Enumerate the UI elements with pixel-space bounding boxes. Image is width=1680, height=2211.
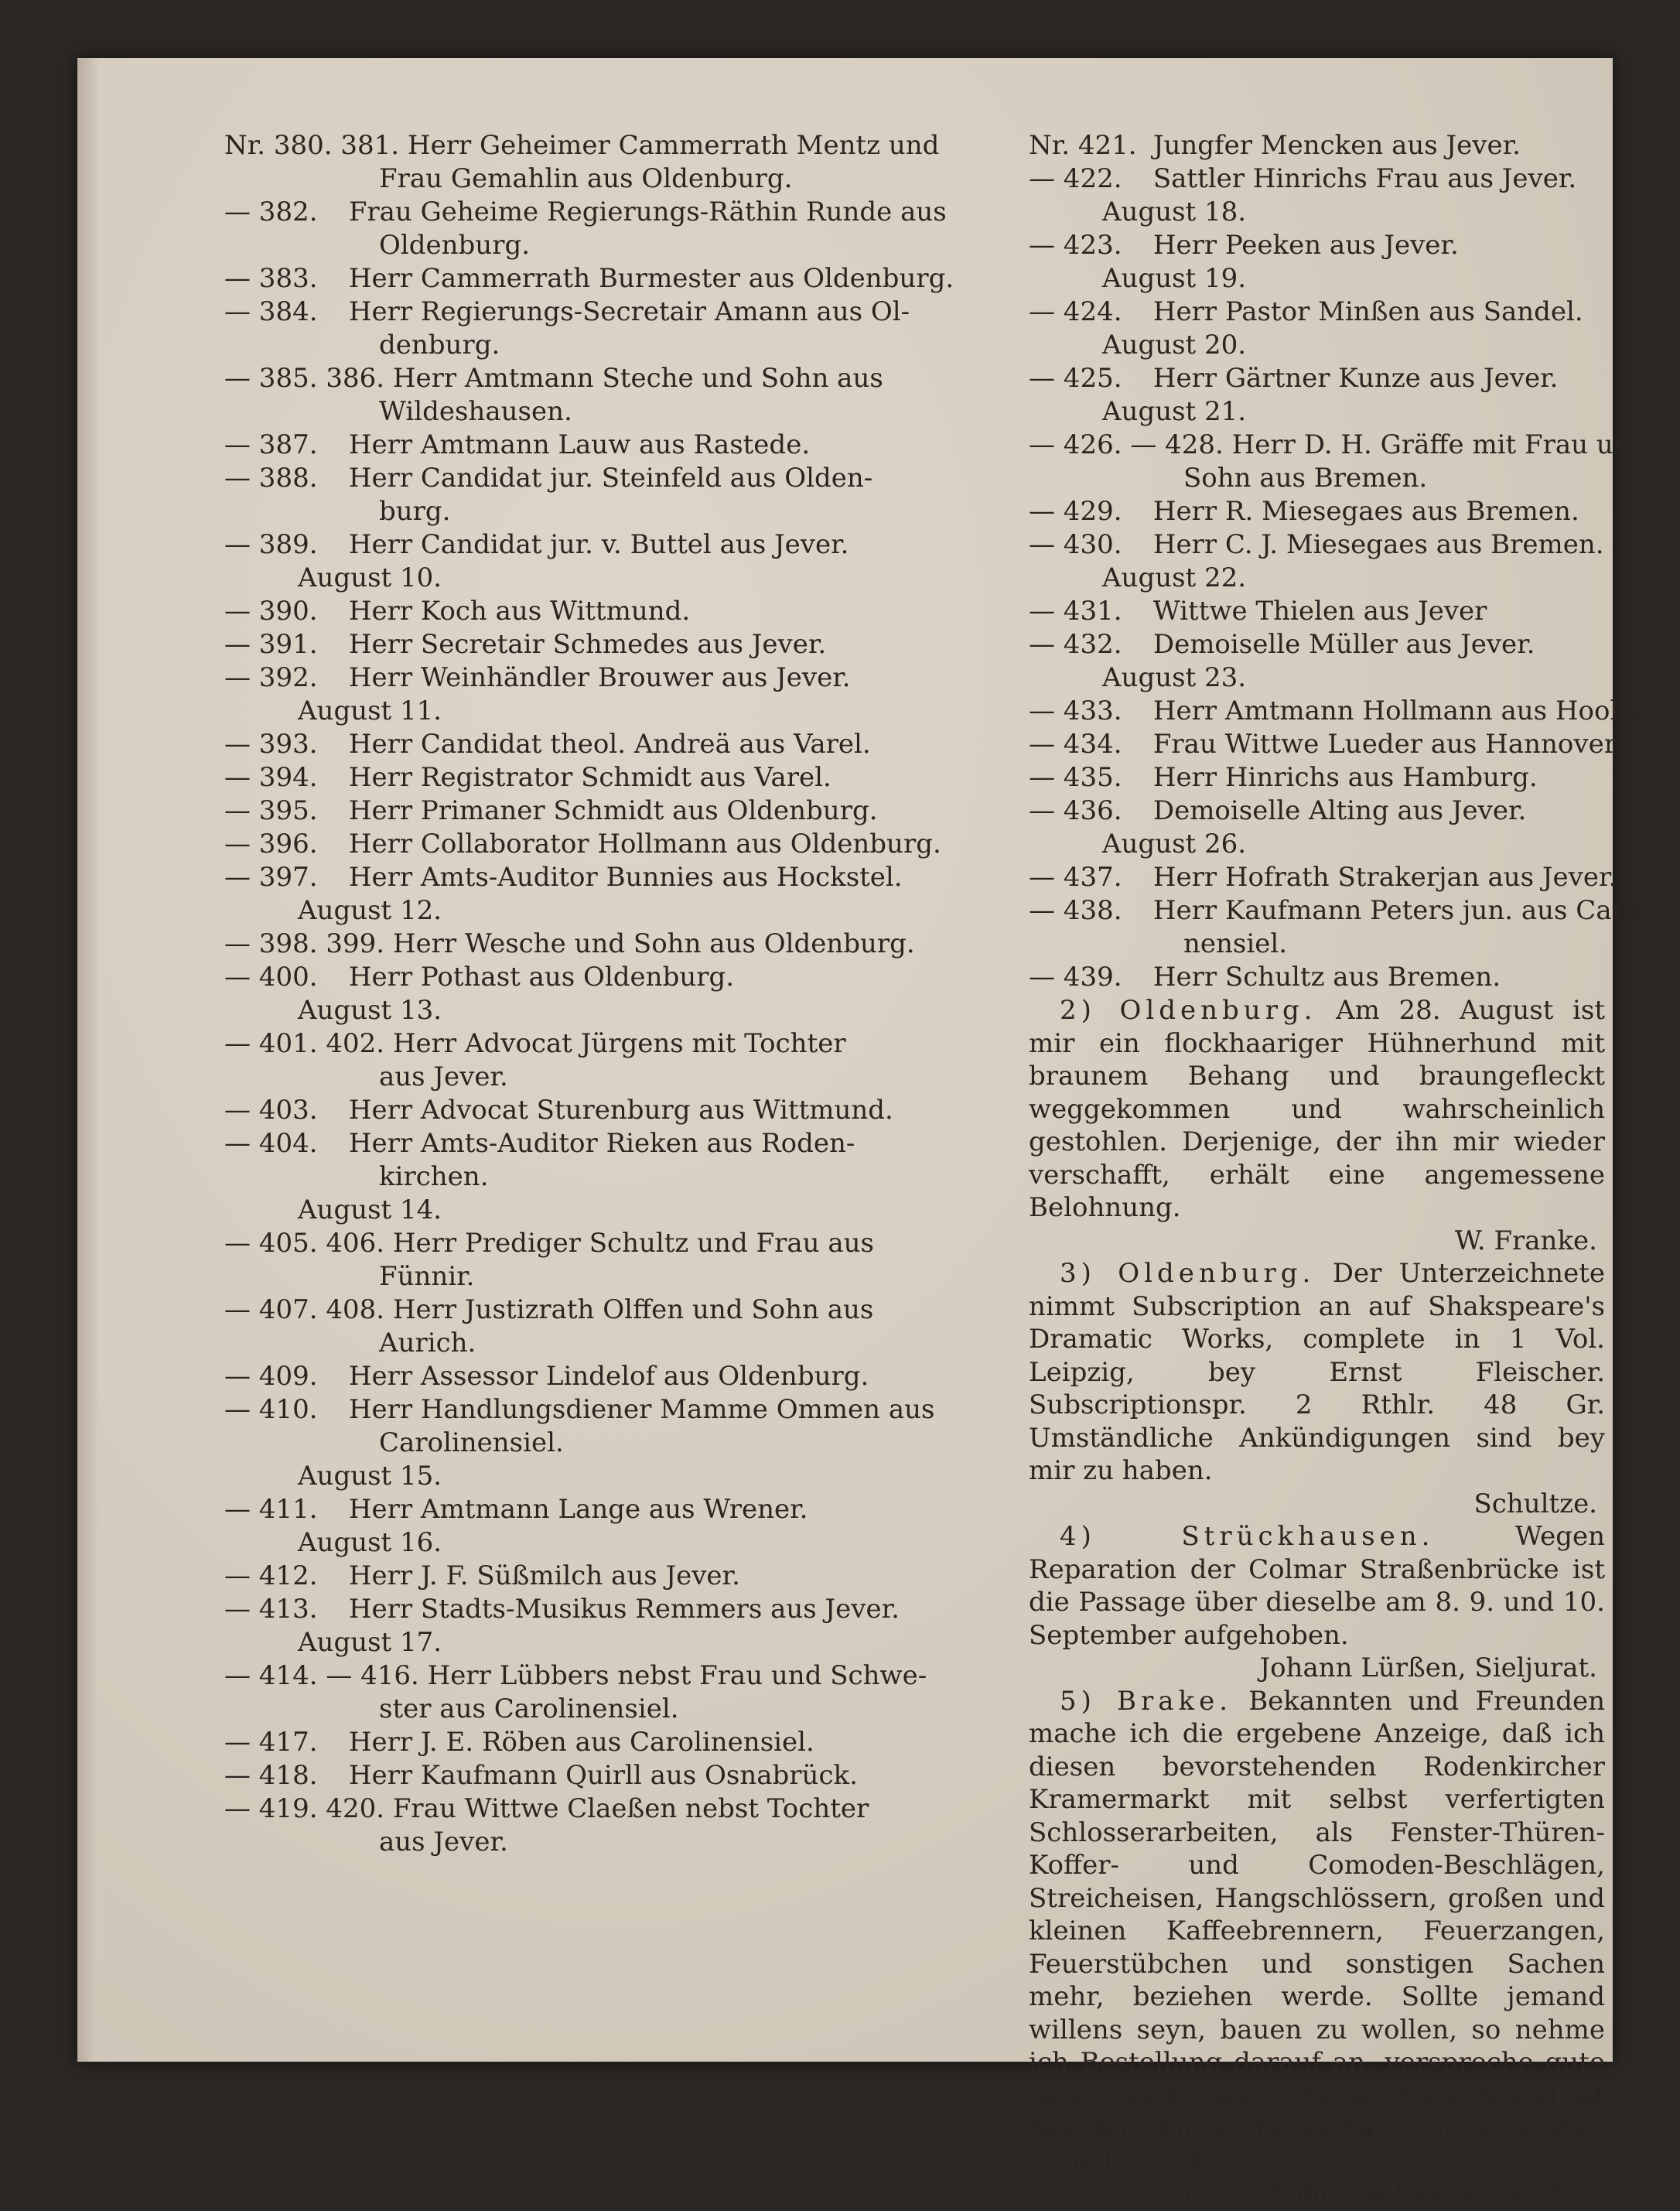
entry-text: Herr D. H. Gräffe mit Frau und: [1231, 429, 1648, 460]
date-heading: August 15.: [298, 1461, 442, 1492]
entry-number: — 392.: [224, 662, 318, 693]
entry-number: — 431.: [1029, 596, 1122, 627]
entry-continuation: Sohn aus Bremen.: [1183, 463, 1428, 494]
entry-number: — 418.: [224, 1760, 318, 1791]
entry-number: — 398. 399.: [224, 928, 385, 959]
entry-continuation: Carolinensiel.: [379, 1427, 564, 1458]
entry-continuation: kirchen.: [379, 1161, 489, 1192]
notice-paragraph: [1029, 994, 1605, 1225]
date-heading: August 13.: [298, 995, 442, 1026]
list-entry: [224, 1659, 1017, 1693]
newspaper-page: [77, 58, 1680, 2209]
entry-number: — 401. 402.: [224, 1028, 385, 1059]
list-entry: [1029, 695, 1680, 728]
date-heading: August 20.: [1102, 330, 1247, 361]
entry-continuation: Frau Gemahlin aus Oldenburg.: [379, 163, 793, 194]
entry-text: Frau Geheime Regierungs-Räthin Runde aus: [348, 196, 947, 227]
entry-number: — 403.: [224, 1095, 318, 1126]
notice-signature: Lorenz Böhm, Schlossermeister.: [1167, 2179, 1597, 2209]
arrival-list-right: [1029, 129, 1680, 994]
entry-number: — 390.: [224, 596, 318, 627]
entry-number: — 434.: [1029, 729, 1122, 760]
list-entry: [224, 595, 1017, 628]
entry-text: Herr Pothast aus Oldenburg.: [348, 962, 735, 993]
list-entry: [224, 761, 1017, 795]
list-entry: [224, 462, 1017, 495]
entry-text: Herr Amts-Auditor Rieken aus Roden-: [348, 1128, 855, 1159]
list-entry: [224, 1393, 1017, 1427]
left-column: [224, 129, 1017, 1859]
entry-number: — 395.: [224, 795, 318, 826]
entry-text: Herr J. E. Röben aus Carolinensiel.: [348, 1727, 814, 1758]
date-heading: August 12.: [298, 895, 442, 926]
entry-number: — 422.: [1029, 163, 1122, 194]
entry-text: Herr Advocat Jürgens mit Tochter: [392, 1028, 846, 1059]
entry-number: — 397.: [224, 862, 318, 893]
date-heading: August 11.: [298, 695, 442, 726]
entry-text: Herr Regierungs-Secretair Amann aus Ol-: [348, 296, 910, 327]
entry-number: — 414. — 416.: [224, 1660, 419, 1691]
entry-number: — 412.: [224, 1560, 318, 1591]
entry-continuation: aus Jever.: [379, 1827, 508, 1857]
entry-text: Herr Hinrichs aus Hamburg.: [1152, 762, 1538, 793]
date-heading: August 26.: [1102, 829, 1247, 859]
entry-text: Herr Lübbers nebst Frau und Schwe-: [427, 1660, 927, 1691]
date-heading: August 19.: [1102, 263, 1247, 294]
entry-text: Herr Geheimer Cammerrath Mentz und: [407, 130, 940, 161]
entry-text: Herr Koch aus Wittmund.: [348, 596, 691, 627]
entry-text: Herr R. Miesegaes aus Bremen.: [1152, 496, 1579, 527]
entry-text: Herr Wesche und Sohn aus Oldenburg.: [392, 928, 915, 959]
entry-number: — 396.: [224, 829, 318, 859]
list-entry: [1029, 362, 1605, 395]
entry-continuation: ster aus Carolinensiel.: [379, 1693, 679, 1724]
entry-text: Herr Collaborator Hollmann aus Oldenburg.: [348, 829, 941, 859]
entry-number: — 407. 408.: [224, 1294, 385, 1325]
entry-text: Herr Pastor Minßen aus Sandel.: [1152, 296, 1583, 327]
entry-number: — 411.: [224, 1494, 318, 1525]
notice-place: 5) Brake.: [1060, 1685, 1233, 1717]
entry-number: — 438.: [1029, 895, 1122, 926]
entry-text: Herr Amtmann Lauw aus Rastede.: [348, 429, 811, 460]
entry-text: Herr Secretair Schmedes aus Jever.: [348, 629, 827, 660]
entry-text: Herr Hofrath Strakerjan aus Jever.: [1152, 862, 1617, 893]
entry-text: Herr Assessor Lindelof aus Oldenburg.: [348, 1361, 869, 1392]
entry-continuation: Aurich.: [379, 1328, 476, 1358]
entry-text: Wittwe Thielen aus Jever: [1152, 596, 1487, 627]
list-entry: [1029, 595, 1605, 628]
entry-text: Herr Candidat jur. Steinfeld aus Olden-: [348, 463, 873, 494]
notice-body: Wegen Reparation der Colmar Straßenbrücke ist die Passage über dieselbe am 8. 9. und 10. September aufgehoben.: [1029, 1521, 1605, 1651]
entry-continuation: nensiel.: [1183, 928, 1288, 959]
entry-number: — 394.: [224, 762, 318, 793]
list-entry: [224, 429, 1017, 462]
notice-signature: W. Franke.: [1454, 1225, 1597, 1256]
list-entry: [1029, 795, 1605, 828]
date-heading: August 23.: [1102, 662, 1247, 693]
date-heading: August 22.: [1102, 562, 1247, 593]
entry-number: — 389.: [224, 529, 318, 560]
entry-text: Herr Registrator Schmidt aus Varel.: [348, 762, 831, 793]
entry-number: — 383.: [224, 263, 318, 294]
date-heading: August 10.: [298, 562, 442, 593]
entry-text: Herr J. F. Süßmilch aus Jever.: [348, 1560, 740, 1591]
entry-text: Herr C. J. Miesegaes aus Bremen.: [1152, 529, 1604, 560]
list-entry: [224, 928, 1017, 961]
entry-text: Herr Peeken aus Jever.: [1152, 230, 1459, 261]
entry-text: Demoiselle Müller aus Jever.: [1152, 629, 1535, 660]
entry-number: — 388.: [224, 463, 318, 494]
list-entry: [224, 296, 1017, 329]
entry-text: Herr Amtmann Hollmann aus Hooksiel.: [1152, 695, 1680, 726]
notice-place: 4) Strückhausen.: [1060, 1521, 1435, 1552]
entry-number: Nr. 421.: [1029, 130, 1137, 161]
entry-text: Frau Wittwe Claeßen nebst Tochter: [392, 1793, 869, 1824]
list-entry: [224, 1027, 1017, 1061]
date-heading: August 21.: [1102, 396, 1247, 427]
entry-number: — 430.: [1029, 529, 1122, 560]
list-entry: [224, 1293, 1017, 1327]
notice-paragraph: [1029, 1520, 1605, 1652]
entry-text: Herr Primaner Schmidt aus Oldenburg.: [348, 795, 878, 826]
entry-continuation: aus Jever.: [379, 1061, 508, 1092]
list-entry: [224, 362, 1017, 395]
list-entry: [224, 795, 1017, 828]
list-entry: [1029, 162, 1605, 196]
entry-number: — 423.: [1029, 230, 1122, 261]
entry-continuation: Fünnir.: [379, 1261, 475, 1292]
notice-signature: Schultze.: [1473, 1488, 1597, 1519]
entry-number: — 385. 386.: [224, 363, 385, 394]
entry-number: — 436.: [1029, 795, 1122, 826]
entry-text: Herr Amts-Auditor Bunnies aus Hockstel.: [348, 862, 903, 893]
entry-text: Herr Handlungsdiener Mamme Ommen aus: [348, 1394, 935, 1425]
entry-text: Herr Amtmann Steche und Sohn aus: [392, 363, 883, 394]
entry-number: — 419. 420.: [224, 1793, 385, 1824]
entry-text: Herr Gärtner Kunze aus Jever.: [1152, 363, 1559, 394]
entry-continuation: Oldenburg.: [379, 230, 531, 261]
notice-paragraph: [1029, 1257, 1605, 1488]
entry-number: — 437.: [1029, 862, 1122, 893]
entry-continuation: Wildeshausen.: [379, 396, 572, 427]
notice-paragraph: [1029, 1685, 1605, 2179]
list-entry: [224, 861, 1017, 894]
entry-text: Herr Advocat Sturenburg aus Wittmund.: [348, 1095, 893, 1126]
date-heading: August 16.: [298, 1527, 442, 1558]
entry-text: Herr Kaufmann Quirll aus Osnabrück.: [348, 1760, 858, 1791]
list-entry: [1029, 429, 1648, 462]
entry-text: Herr Schultz aus Bremen.: [1152, 962, 1501, 993]
entry-number: — 424.: [1029, 296, 1122, 327]
entry-text: Herr Candidat theol. Andreä aus Varel.: [348, 729, 871, 760]
list-entry: [224, 1792, 1017, 1826]
list-entry: [224, 1094, 1017, 1127]
entry-number: — 405. 406.: [224, 1228, 385, 1259]
notice-signature: Johann Lürßen, Sieljurat.: [1259, 1652, 1597, 1683]
entry-number: Nr. 380. 381.: [224, 130, 400, 161]
entry-text: Herr Candidat jur. v. Buttel aus Jever.: [348, 529, 849, 560]
list-entry: [1029, 528, 1605, 562]
entry-text: Herr Kaufmann Peters jun. aus Caroli-: [1152, 895, 1666, 926]
list-entry: [224, 196, 1017, 229]
entry-number: — 439.: [1029, 962, 1122, 993]
entry-number: — 391.: [224, 629, 318, 660]
notice-body: Bekannten und Freunden mache ich die ergebene Anzeige, daß ich diesen bevorstehenden Rodenkircher Kramermarkt mit selbst verfertigten Schlosserarbeiten, als Fenster-Thüren-Koffer- und Comoden-Beschlägen, Streicheisen, Hangschlössern, großen und kleinen Kaffeebrennern, Feuerzangen, Feuerstübchen und sonstigen Sachen mehr, beziehen werde. Sollte jemand willens seyn, bauen zu wollen, so nehme ich Bestellung darauf an, verspreche gute Arbeit und billige Preise. Mein Stand ist bey dem Einfahrts-Rollbaum in der ersten Linie linker Hand.: [1029, 1685, 1605, 2177]
entry-text: Herr Stadts-Musikus Remmers aus Jever.: [348, 1594, 900, 1625]
date-heading: August 18.: [1102, 196, 1247, 227]
entry-number: — 433.: [1029, 695, 1122, 726]
list-entry: [1029, 728, 1623, 761]
notices: [1029, 994, 1605, 2211]
list-entry: [224, 1227, 1017, 1260]
list-entry: [224, 728, 1017, 761]
list-entry: [1029, 129, 1605, 162]
entry-text: Herr Justizrath Olffen und Sohn aus: [392, 1294, 874, 1325]
date-heading: August 17.: [298, 1627, 442, 1658]
entry-number: — 417.: [224, 1727, 318, 1758]
list-entry: [224, 828, 1017, 861]
entry-number: — 429.: [1029, 496, 1122, 527]
list-entry: [224, 528, 1017, 562]
page-fold: [77, 58, 97, 2062]
entry-number: — 384.: [224, 296, 318, 327]
list-entry: [224, 1560, 1017, 1593]
entry-number: — 432.: [1029, 629, 1122, 660]
list-entry: [224, 1593, 1017, 1626]
list-entry: [1029, 495, 1605, 528]
list-entry: [224, 1360, 1017, 1393]
entry-text: Sattler Hinrichs Frau aus Jever.: [1152, 163, 1577, 194]
list-entry: [1029, 894, 1666, 928]
list-entry: [224, 628, 1017, 661]
list-entry: [224, 1127, 1017, 1160]
list-entry: [1029, 961, 1605, 994]
entry-continuation: denburg.: [379, 330, 500, 361]
entry-number: — 435.: [1029, 762, 1122, 793]
list-entry: [224, 129, 1017, 162]
list-entry: [224, 661, 1017, 695]
entry-text: Herr Cammerrath Burmester aus Oldenburg.: [348, 263, 954, 294]
list-entry: [1029, 296, 1605, 329]
entry-number: — 387.: [224, 429, 318, 460]
entry-number: — 400.: [224, 962, 318, 993]
entry-text: Herr Prediger Schultz und Frau aus: [392, 1228, 874, 1259]
entry-text: Jungfer Mencken aus Jever.: [1152, 130, 1521, 161]
entry-number: — 404.: [224, 1128, 318, 1159]
entry-number: — 425.: [1029, 363, 1122, 394]
entry-text: Frau Wittwe Lueder aus Hannover.: [1152, 729, 1623, 760]
entry-number: — 393.: [224, 729, 318, 760]
list-entry: [224, 1493, 1017, 1526]
notice-place: 2) Oldenburg.: [1060, 995, 1317, 1026]
entry-text: Herr Weinhändler Brouwer aus Jever.: [348, 662, 851, 693]
entry-continuation: burg.: [379, 496, 451, 527]
list-entry: [1029, 761, 1605, 795]
entry-number: — 413.: [224, 1594, 318, 1625]
list-entry: [1029, 628, 1605, 661]
right-column: [1029, 129, 1680, 2211]
list-entry: [224, 961, 1017, 994]
notice-body: Am 28. August ist mir ein flockhaariger Hühnerhund mit braunem Behang und braungefleckt weggekommen und wahrscheinlich gestohlen. Derjenige, der ihn mir wieder verschafft, erhält eine angemessene Belohnung.: [1029, 995, 1605, 1223]
list-entry: [1029, 229, 1605, 262]
list-entry: [1029, 861, 1617, 894]
entry-number: — 426. — 428.: [1029, 429, 1224, 460]
entry-number: — 410.: [224, 1394, 318, 1425]
notice-place: 3) Oldenburg.: [1060, 1258, 1316, 1289]
date-heading: August 14.: [298, 1194, 442, 1225]
entry-text: Demoiselle Alting aus Jever.: [1152, 795, 1527, 826]
entry-number: — 409.: [224, 1361, 318, 1392]
list-entry: [224, 1759, 1017, 1792]
entry-number: — 382.: [224, 196, 318, 227]
notice-body: Der Unterzeichnete nimmt Subscription an auf Shakspeare's Dramatic Works, complete in 1 Vol. Leipzig, bey Ernst Fleischer. Subscriptionspr. 2 Rthlr. 48 Gr. Umständliche Ankündigungen sind bey mir zu haben.: [1029, 1258, 1605, 1486]
list-entry: [224, 1726, 1017, 1759]
list-entry: [224, 262, 1017, 296]
entry-text: Herr Amtmann Lange aus Wrener.: [348, 1494, 808, 1525]
